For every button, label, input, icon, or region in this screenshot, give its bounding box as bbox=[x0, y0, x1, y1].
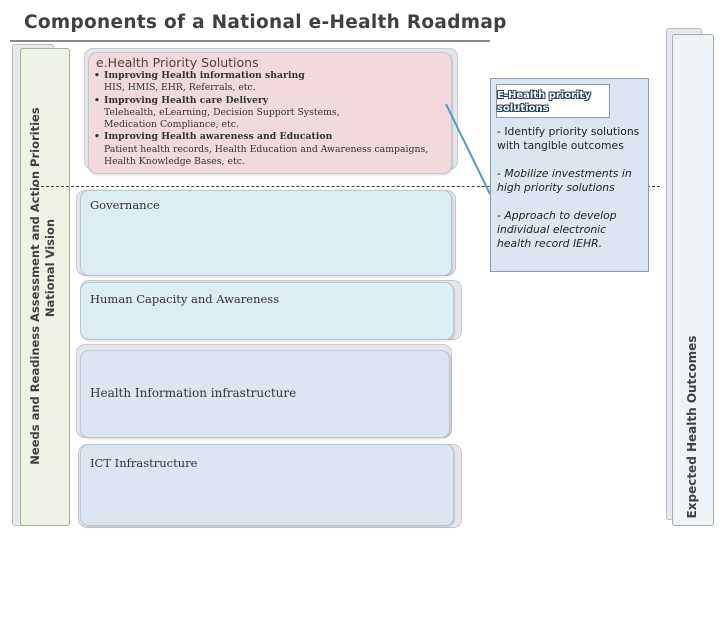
right-bar-label: Expected Health Outcomes bbox=[685, 335, 699, 519]
priority-panel-title: e.Health Priority Solutions bbox=[96, 55, 259, 70]
priority-item-detail: Medication Compliance, etc. bbox=[104, 119, 239, 131]
human-capacity-title: Human Capacity and Awareness bbox=[90, 292, 280, 306]
ict-title: ICT Infrastructure bbox=[90, 456, 198, 470]
callout-item: - Mobilize investments in high priority solutions bbox=[497, 167, 632, 194]
priority-item-heading: • Improving Health awareness and Education bbox=[96, 131, 456, 143]
callout-title-line2: solutions bbox=[497, 103, 549, 114]
left-bar-label-1: Needs and Readiness Assessment and Action Priorities bbox=[28, 107, 42, 465]
callout-item: - Identify priority solutions with tangible outcomes bbox=[497, 125, 640, 152]
priority-item-detail: Telehealth, eLearning, Decision Support Systems, bbox=[104, 106, 340, 118]
governance-title: Governance bbox=[90, 198, 160, 212]
page-title: Components of a National e-Health Roadmap bbox=[24, 12, 507, 33]
priority-item-heading: • Improving Health information sharing bbox=[96, 70, 456, 82]
callout-item: - Approach to develop individual electronic health record IEHR. bbox=[497, 209, 617, 250]
priority-item-detail: HIS, HMIS, EHR, Referrals, etc. bbox=[104, 82, 256, 94]
callout-title-line1: E-Health priority bbox=[497, 90, 591, 101]
priority-item-detail: Patient health records, Health Education and Awareness campaigns, bbox=[104, 143, 429, 155]
priority-item-detail: Health Knowledge Bases, etc. bbox=[104, 156, 245, 168]
priority-item-heading: • Improving Health care Delivery bbox=[96, 95, 456, 107]
callout-connector bbox=[446, 104, 490, 194]
health-info-title: Health Information infrastructure bbox=[90, 386, 297, 400]
left-bar-label-2: National Vision bbox=[43, 218, 57, 318]
